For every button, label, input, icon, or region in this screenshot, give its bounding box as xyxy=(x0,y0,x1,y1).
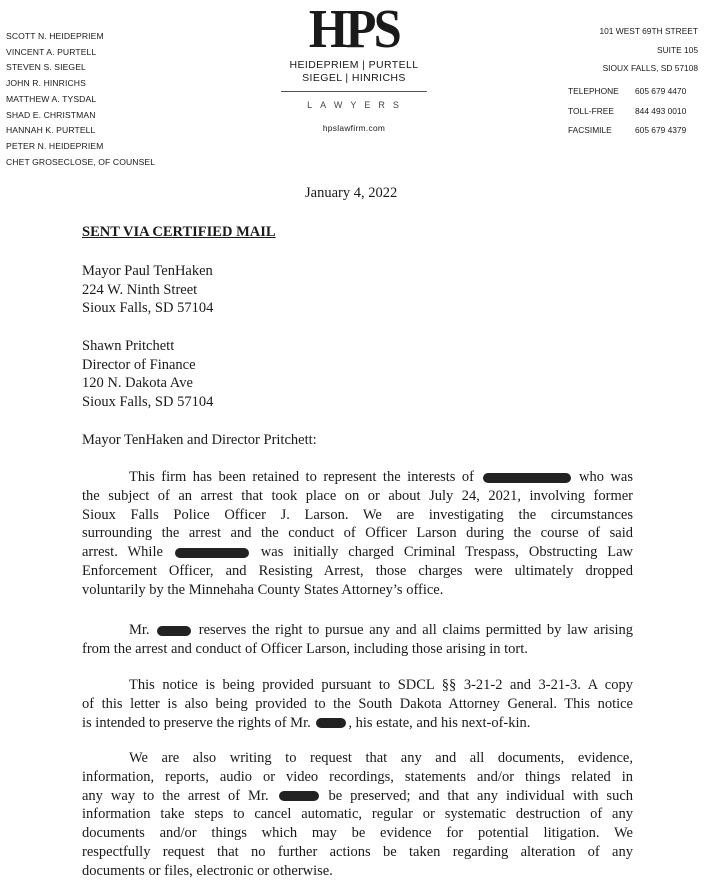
letter-date: January 4, 2022 xyxy=(305,185,398,201)
delivery-method: SENT VIA CERTIFIED MAIL xyxy=(82,224,276,240)
paragraph-line: This notice is being provided pursuant to SDCL §§ 3-21-2 and 3-21-3. A copy xyxy=(129,677,633,693)
text-fragment: Mr. xyxy=(129,622,150,638)
contact-value: 605 679 4470 xyxy=(635,86,687,96)
firm-logo xyxy=(280,2,428,133)
contact-value: 605 679 4379 xyxy=(635,125,687,135)
paragraph-line: information take steps to cancel automatic, regular or systematic destruction of any xyxy=(82,806,633,823)
attorney-name: PETER N. HEIDEPRIEM xyxy=(6,140,104,151)
redaction-mark xyxy=(157,626,191,636)
redaction-mark xyxy=(279,791,319,801)
paragraph-line xyxy=(82,468,633,487)
contact-value: 844 493 0010 xyxy=(635,105,687,116)
recipient-address-2 xyxy=(82,337,213,411)
attorney-name: SHAD E. CHRISTMAN xyxy=(6,109,96,120)
contact-row xyxy=(568,82,686,102)
text-fragment: This firm has been retained to represent the interests of xyxy=(129,469,475,485)
text-fragment: who was xyxy=(578,469,633,485)
paragraph-line: respectfully request that no further actions be taken regarding alteration of any xyxy=(82,843,633,860)
address-line: Director of Finance xyxy=(82,356,196,373)
text-fragment: , his estate, and his next-of-kin. xyxy=(348,714,531,731)
attorney-name: JOHN R. HINRICHS xyxy=(6,78,86,89)
logo-mark: HPS xyxy=(308,0,400,59)
logo-lawyers: LAWYERS xyxy=(307,100,407,110)
text-fragment: any way to the arrest of Mr. xyxy=(82,787,269,804)
logo-divider xyxy=(281,91,427,92)
paragraph-line: documents and/or things which may be evidence for potential litigation. We xyxy=(82,825,633,842)
paragraph-line: from the arrest and conduct of Officer Larson, including those arising in tort. xyxy=(82,640,528,657)
address-line: SIOUX FALLS, SD 57108 xyxy=(602,63,698,74)
paragraph-4 xyxy=(82,749,633,881)
attorney-list xyxy=(6,29,155,170)
attorney-name: STEVEN S. SIEGEL xyxy=(6,62,86,73)
paragraph-line xyxy=(82,621,633,640)
recipient-address-1 xyxy=(82,262,213,318)
text-fragment: reserves the right to pursue any and all claims permitted by law arising xyxy=(198,622,634,638)
paragraph-1 xyxy=(82,468,633,600)
address-line: Sioux Falls, SD 57104 xyxy=(82,300,214,317)
salutation: Mayor TenHaken and Director Pritchett: xyxy=(82,432,317,448)
redaction-mark xyxy=(483,473,571,483)
address-line: SUITE 105 xyxy=(657,44,698,55)
paragraph-line xyxy=(82,543,633,562)
firm-contacts xyxy=(568,82,686,141)
paragraph-line: voluntarily by the Minnehaha County States Attorney’s office. xyxy=(82,581,444,598)
paragraph-line: of this letter is also being provided to the South Dakota Attorney General. This notice xyxy=(82,695,633,712)
address-line: 101 WEST 69TH STREET xyxy=(599,26,698,36)
paragraph-line: We are also writing to request that any and all documents, evidence, xyxy=(129,750,633,766)
firm-website[interactable]: hpslawfirm.com xyxy=(322,123,386,133)
text-fragment: arrest. While xyxy=(82,544,163,561)
paragraph-line: the subject of an arrest that took place on or about July 24, 2021, involving former xyxy=(82,487,633,504)
redaction-mark xyxy=(175,548,249,558)
address-line: Shawn Pritchett xyxy=(82,338,175,354)
contact-row xyxy=(568,102,686,122)
attorney-name: SCOTT N. HEIDEPRIEM xyxy=(6,31,104,41)
attorney-name: VINCENT A. PURTELL xyxy=(6,46,97,57)
paragraph-line: surrounding the arrest and the conduct of Officer Larson during the course of said xyxy=(82,525,633,542)
paragraph-2 xyxy=(82,621,633,659)
paragraph-line: Enforcement Officer, and Resisting Arrest, those charges were ultimately dropped xyxy=(82,562,633,579)
address-line: Sioux Falls, SD 57104 xyxy=(82,393,214,410)
attorney-name: CHET GROSECLOSE, OF COUNSEL xyxy=(6,156,156,167)
text-fragment: was initially charged Criminal Trespass, Obstructing Law xyxy=(260,544,634,561)
address-line: 120 N. Dakota Ave xyxy=(82,375,193,392)
attorney-name: MATTHEW A. TYSDAL xyxy=(6,93,97,104)
logo-names-line: SIEGEL | HINRICHS xyxy=(302,72,406,84)
paragraph-line: documents or files, electronic or otherwise. xyxy=(82,862,333,879)
contact-label: FACSIMILE xyxy=(568,125,612,135)
logo-names xyxy=(280,59,428,85)
firm-address xyxy=(599,22,698,78)
text-fragment: is intended to preserve the rights of Mr. xyxy=(82,714,311,731)
logo-names-line: HEIDEPRIEM | PURTELL xyxy=(289,59,419,71)
redaction-mark xyxy=(316,718,346,728)
text-fragment: be preserved; and that any individual with such xyxy=(328,787,634,804)
paragraph-line xyxy=(82,714,633,733)
paragraph-line: Sioux Falls Police Officer J. Larson. We are investigating the circumstances xyxy=(82,506,633,523)
paragraph-line: information, reports, audio or video recordings, statements and/or things related in xyxy=(82,768,633,785)
paragraph-3 xyxy=(82,676,633,732)
address-line: 224 W. Ninth Street xyxy=(82,281,198,298)
contact-label: TELEPHONE xyxy=(568,86,619,96)
contact-row xyxy=(568,121,686,141)
attorney-name: HANNAH K. PURTELL xyxy=(6,125,96,136)
paragraph-line xyxy=(82,787,633,806)
contact-label: TOLL-FREE xyxy=(568,105,614,116)
address-line: Mayor Paul TenHaken xyxy=(82,263,213,279)
